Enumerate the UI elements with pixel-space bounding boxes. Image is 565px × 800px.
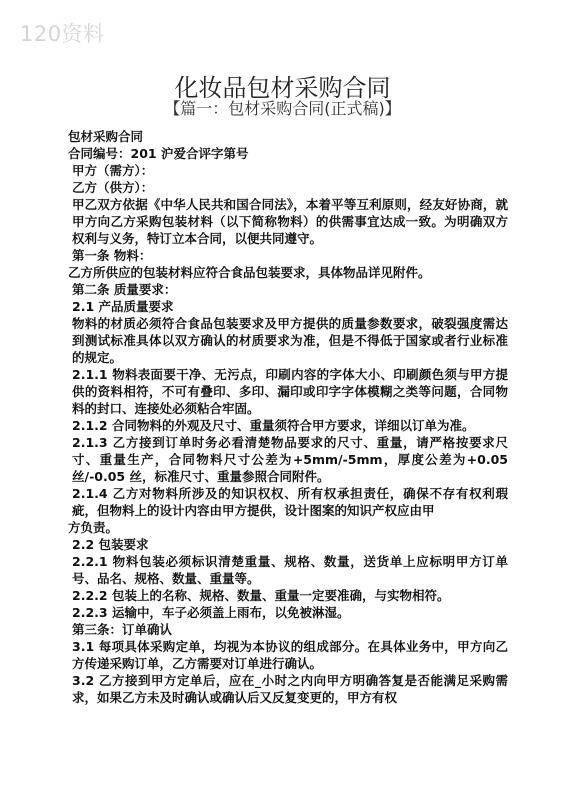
- section-2-1-3: 2.1.3 乙方接到订单时务必看清楚物品要求的尺寸、重量，请严格按要求尺寸、重量生产，合同物料尺寸公差为+5mm/-5mm，厚度公差为+0.05 丝/-0.05 丝，标准尺寸、重量参照合同附件。: [72, 435, 508, 484]
- watermark: 120资料: [20, 22, 105, 46]
- article-1-heading: 第一条 物料：: [72, 248, 152, 263]
- section-2-1-heading: 2.1 产品质量要求: [72, 299, 174, 314]
- document-subtitle: 【篇一：包材采购合同(正式稿)】: [164, 99, 401, 118]
- section-2-2-2: 2.2.2 包装上的名称、规格、数量、重量一定要准确，与实物相符。: [72, 588, 450, 603]
- section-2-1-4: 2.1.4 乙方对物料所涉及的知识权权、所有权承担责任，确保不存有权利瑕疵，但物料上的设计内容由甲方提供，设计图案的知识产权应由甲: [72, 486, 508, 518]
- document-title: 化妆品包材采购合同: [174, 74, 391, 102]
- article-1-text: 乙方所供应的包装材料应符合食品包装要求，具体物品详见附件。: [68, 265, 431, 280]
- article-2-heading: 第二条 质量要求：: [72, 282, 177, 297]
- section-3-1: 3.1 每项具体采购定单，均视为本协议的组成部分。在具体业务中，甲方向乙方传递采购订单，乙方需要对订单进行确认。: [72, 639, 508, 671]
- party-b: 乙方（供方）：: [72, 180, 154, 195]
- section-3-2: 3.2 乙方接到甲方定单后，应在_小时之内向甲方明确答复是否能满足采购需求，如果乙方未及时确认或确认后又反复变更的，甲方有权: [72, 673, 508, 705]
- section-2-1-text: 物料的材质必须符合食品包装要求及甲方提供的质量参数要求，破裂强度需达到测试标准具体以双方确认的材质要求为准，但是不得低于国家或者行业标准的规定。: [72, 316, 508, 365]
- party-a: 甲方（需方）：: [72, 163, 154, 178]
- section-2-1-4-continued: 方负责。: [68, 520, 119, 535]
- section-2-2-1: 2.2.1 物料包装必须标识清楚重量、规格、数量，送货单上应标明甲方订单号、品名、规格、数量、重量等。: [72, 554, 508, 586]
- section-2-2-3: 2.2.3 运输中，车子必须盖上雨布，以免被淋湿。: [72, 605, 350, 620]
- contract-number: 合同编号：201 沪爱合评字第号: [68, 146, 249, 161]
- preamble-paragraph: 甲乙双方依据《中华人民共和国合同法》，本着平等互利原则，经友好协商，就甲方向乙方采购包装材料（以下简称物料）的供需事宜达成一致。为明确双方权利与义务，特订立本合同，以便共同遵守。: [72, 197, 508, 246]
- article-3-heading: 第三条：订单确认: [72, 622, 173, 637]
- section-2-1-1: 2.1.1 物料表面要干净、无污点，印刷内容的字体大小、印刷颜色须与甲方提供的资料相符，不可有叠印、多印、漏印或印字字体模糊之类等问题，合同物料的封口、连接处必须粘合牢固。: [72, 367, 508, 416]
- contract-body: [68, 128, 508, 706]
- section-2-2-heading: 2.2 包装要求: [72, 537, 149, 552]
- contract-heading: 包材采购合同: [68, 129, 144, 144]
- section-2-1-2: 2.1.2 合同物料的外观及尺寸、重量须符合甲方要求，详细以订单为准。: [72, 418, 475, 433]
